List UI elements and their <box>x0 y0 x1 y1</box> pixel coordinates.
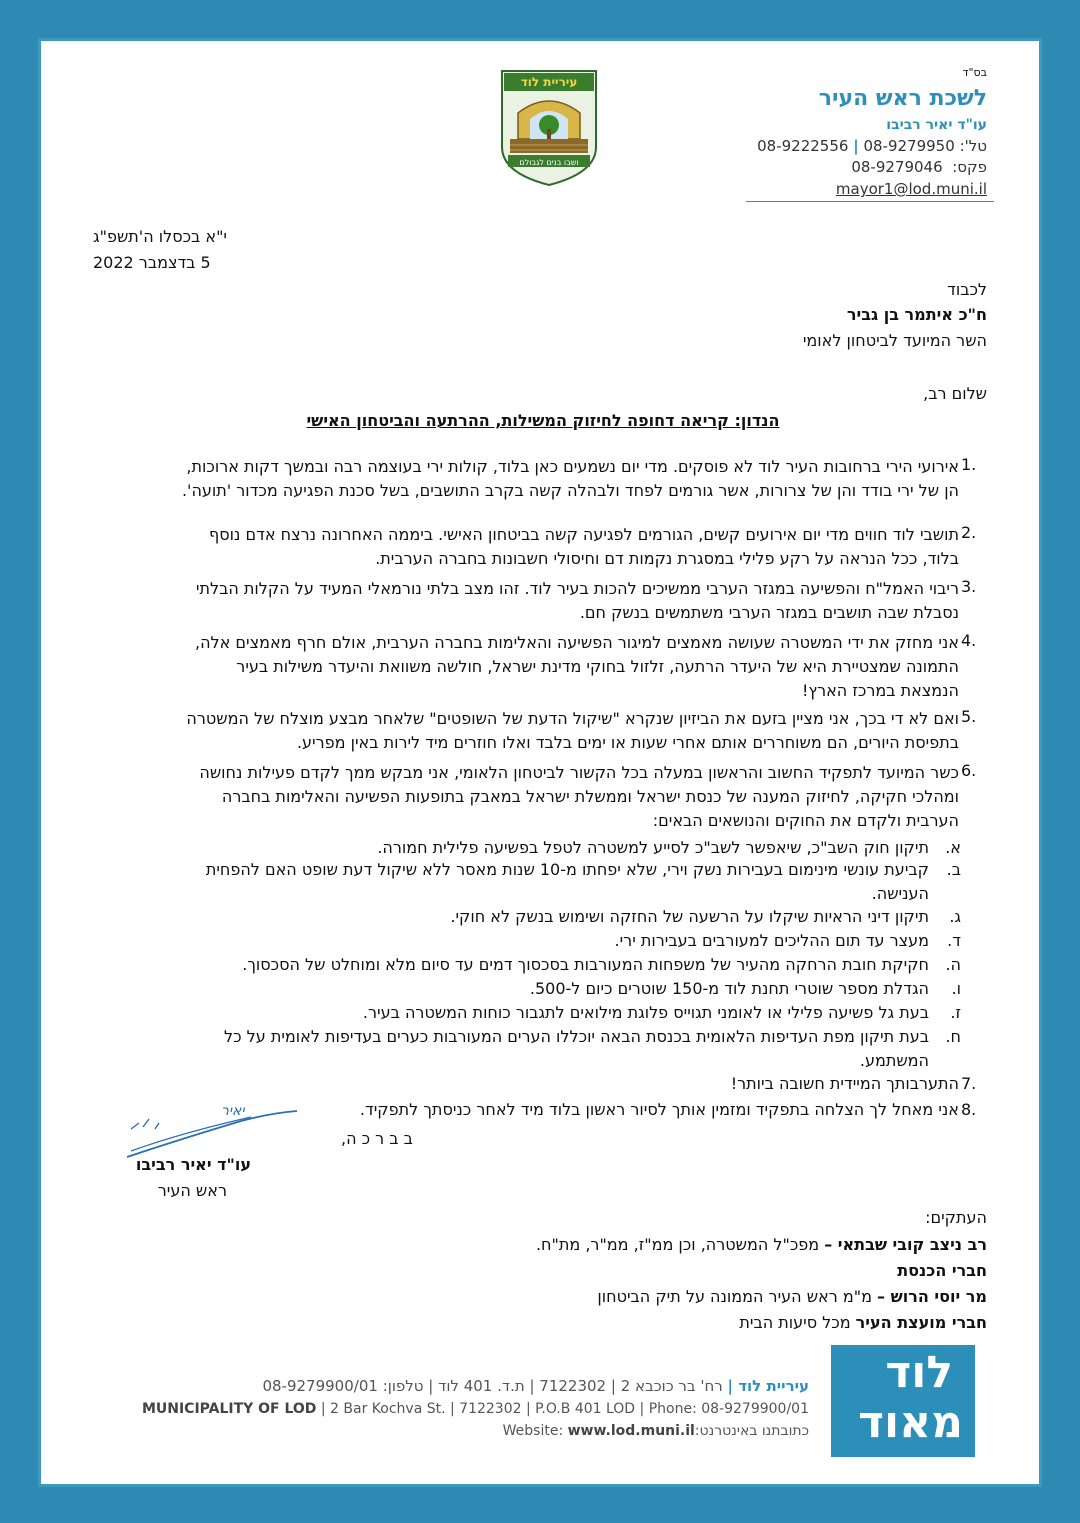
footer-address-text: רח' בר כוכבא 2 | 7122302 | ת.ד. 401 לוד | טלפון: 08-9279900/01 <box>262 1377 728 1395</box>
mayor-name-header: עו"ד יאיר רביבו <box>886 117 987 133</box>
signature-name: עו"ד יאיר רביבו <box>135 1155 251 1174</box>
subpoint-line: המשתמע. <box>859 1051 929 1070</box>
subpoint-letter: ז. <box>950 1003 961 1022</box>
subpoint-line: בעת תיקון מפת העדיפות הלאומית בכנסת הבאה יוכללו הערים המעורבות כערים בעדיפות לאומית על כל <box>223 1027 929 1046</box>
point-line: התמונה שמצטיירת היא של היעדר הרתעה, זלזול בחוקי מדינת ישראל, חולשה משוואת והיעדר משילות בעיר <box>236 657 959 676</box>
point-line: הן של ירי בודד והן של צרורות, אשר גורמים לפחד ולבהלה קשה בקרב התושבים, בשל סכנת הפגיעה מכדור 'תועה'. <box>181 481 959 500</box>
copy-recipient-name: חברי מועצת העיר <box>855 1313 987 1332</box>
bsd-mark: בס"ד <box>962 66 987 79</box>
copy-recipient-name: מר יוסי הרוש – <box>877 1287 987 1306</box>
footer-website-link[interactable]: www.lod.muni.il <box>567 1423 695 1439</box>
point-line: ומהלכי חקיקה, לחיזוק המענה של כנסת ישראל וממשלת ישראל במאבק בתופעות הפשיעה והאלימות בחברה <box>221 787 959 806</box>
fax-label: פקס: <box>952 158 987 176</box>
subpoint-line: הענישה. <box>871 884 929 903</box>
subpoint-line: בעת גל פשיעה פלילי או לאומני תגוייס פלוגת מילואים לתגבור כוחות המשטרה בעיר. <box>362 1003 929 1022</box>
recipient-to: לכבוד <box>947 280 987 299</box>
logo-bottom-text: מאוד <box>858 1397 963 1448</box>
point-number: 7. <box>961 1074 977 1093</box>
copy-recipient-detail: מפכ"ל המשטרה, וכן ממ"ז, ממ"ר, מת"ח. <box>535 1235 825 1254</box>
subpoint-line: מעצר עד תום ההליכים למעורבים בעבירות ירי. <box>614 931 929 950</box>
copy-recipient <box>739 1313 987 1332</box>
footer-website <box>503 1423 809 1439</box>
point-number: 5. <box>961 707 977 726</box>
point-line: אני מחזק את ידי המשטרה שעושה מאמצים למיגור הפשיעה והאלימות בחברה הערבית, אולם חרף מאמצים אלה, <box>195 633 959 652</box>
subpoint-letter: ג. <box>949 907 961 926</box>
point-line: התערבותך המיידית חשובה ביותר! <box>730 1074 959 1093</box>
date-gregorian: 5 בדצמבר 2022 <box>93 253 211 272</box>
phone-label: טל': <box>959 137 987 155</box>
blessing: ב ב ר כ ה, <box>341 1129 413 1148</box>
letter-page <box>38 38 1042 1487</box>
subpoint-line: חקיקת חובת הרחקה מהעיר של משפחות המעורבות בסכסוך דמים עד סיום מלא ומוחלט של הסכסוך. <box>242 955 929 974</box>
copy-recipient-name: רב ניצב קובי שבתאי – <box>824 1235 987 1254</box>
subpoint-letter: א. <box>945 838 961 857</box>
subpoint-line: הגדלת מספר שוטרי תחנת לוד מ-150 שוטרים כיום ל-500. <box>529 979 929 998</box>
footer-website-prefix: Website: <box>502 1423 564 1439</box>
copy-recipient <box>536 1235 987 1254</box>
phone-1: 08-9279950 <box>863 137 955 155</box>
footer-municipality-en: MUNICIPALITY OF LOD <box>141 1401 317 1417</box>
logo-top-text: לוד <box>885 1347 953 1398</box>
copy-recipient-detail: מ"מ ראש העיר הממונה על תיק הביטחון <box>597 1287 878 1306</box>
copy-recipient <box>897 1261 987 1280</box>
subpoint-letter: ו. <box>951 979 961 998</box>
point-number: 8. <box>961 1100 977 1119</box>
point-line: בתפיסת היורים, הם משוחררים אותם אחרי שעות או ימים בלבד ואלו חוזרים מיד לירות באין מפריע. <box>296 733 959 752</box>
header-divider <box>746 201 994 202</box>
signature-text: יאיר <box>221 1103 245 1119</box>
point-number: 4. <box>961 631 977 650</box>
point-line: הערבית ולקדם את החוקים והנושאים הבאים: <box>652 811 959 830</box>
subpoint-line: תיקון דיני הראיות שיקלו על הרשעה של החזקה ושימוש בנשק לא חוקי. <box>450 907 929 926</box>
crest-motto: ושבו בנים לגבולם <box>519 158 579 167</box>
phone-2: 08-9222556 <box>757 137 849 155</box>
fax-number: 08-9279046 <box>851 158 943 176</box>
phone-line: טל': 08-9279950 | 08-9222556 <box>757 137 987 155</box>
subject-line: הנדון: קריאה דחופה לחיזוק המשילות, ההרתעה והביטחון האישי <box>306 411 780 430</box>
point-line: אירועי הירי ברחובות העיר לוד לא פוסקים. מדי יום נשמעים כאן בלוד, קולות ירי בעוצמה רבה ובמשך דקות ארוכות, <box>186 457 959 476</box>
point-number: 2. <box>961 523 977 542</box>
copy-recipient-name: חברי הכנסת <box>897 1261 987 1280</box>
point-number: 1. <box>961 455 977 474</box>
signature-scribble-icon <box>121 1099 301 1161</box>
city-crest-icon <box>500 69 598 187</box>
point-line: בלוד, ככל הנראה על רקע פלילי במסגרת נקמות דם וחיסולי חשבונות בחברה הערבית. <box>375 549 959 568</box>
point-line: הנמצאת במרכז הארץ! <box>802 681 959 700</box>
point-line: אני מאחל לך הצלחה בתפקיד ומזמין אותך לסיור ראשון בלוד מיד לאחר כניסתך לתפקיד. <box>359 1100 959 1119</box>
point-number: 3. <box>961 577 977 596</box>
date-hebrew: י"א בכסלו ה'תשפ"ג <box>93 227 227 246</box>
recipient-role: השר המיועד לביטחון לאומי <box>802 331 987 350</box>
point-line: תושבי לוד חווים מדי יום אירועים קשים, הגורמים לפגיעה קשה בביטחון האישי. ביממה האחרונה נרצח אדם נוסף <box>209 525 959 544</box>
subpoint-letter: ה. <box>945 955 961 974</box>
copy-recipient <box>597 1287 987 1306</box>
greeting: שלום רב, <box>923 384 987 403</box>
footer-address-en-text: | 2 Bar Kochva St. | 7122302 | P.O.B 401 LOD | Phone: 08-9279900/01 <box>316 1401 809 1417</box>
point-line: ריבוי האמל"ח והפשיעה במגזר הערבי ממשיכים להכות בעיר לוד. זהו מצב בלתי נורמאלי המעיד על הקלות הבלתי <box>195 579 959 598</box>
point-number: 6. <box>961 761 977 780</box>
subpoint-letter: ח. <box>945 1027 961 1046</box>
signature-title: ראש העיר <box>157 1181 227 1200</box>
subpoint-letter: ד. <box>947 931 961 950</box>
crest-title: עיריית לוד <box>520 75 578 89</box>
footer-city-name: עיריית לוד <box>738 1377 809 1395</box>
fax-line <box>851 158 987 176</box>
email-link[interactable]: mayor1@lod.muni.il <box>835 180 987 198</box>
office-title: לשכת ראש העיר <box>818 86 987 111</box>
copy-recipient-detail: מכל סיעות הבית <box>739 1313 856 1332</box>
subpoint-letter: ב. <box>946 860 961 879</box>
subpoint-line: קביעת עונשי מינימום בעבירות נשק וירי, שלא יפחתו מ-10 שנות מאסר ללא שיקול דעת שופט האם להפחית <box>205 860 929 879</box>
footer-website-label: כתובתנו באינטרנט: <box>694 1423 809 1439</box>
footer-address-he: עיריית לוד | רח' בר כוכבא 2 | 7122302 | ת.ד. 401 לוד | טלפון: 08-9279900/01 <box>262 1377 809 1395</box>
footer-address-en <box>142 1401 809 1417</box>
subpoint-line: תיקון חוק השב"כ, שיאפשר לשב"כ לסייע למשטרה לטפל בפשיעה פלילית חמורה. <box>377 838 929 857</box>
point-line: כשר המיועד לתפקיד החשוב והראשון במעלה בכל הקשור לביטחון הלאומי, אני מבקש ממך לקדם פעילות נחושה <box>199 763 959 782</box>
point-line: ואם לא די בכך, אני מציין בזעם את הביזיון שנקרא "שיקול הדעת של השופטים" שלאחר מבצע מוצלח של המשטרה <box>186 709 959 728</box>
recipient-name: ח"כ איתמר בן גביר <box>846 305 987 324</box>
crest-field <box>510 139 588 153</box>
lod-logo <box>831 1345 975 1457</box>
copies-label: העתקים: <box>925 1208 987 1227</box>
point-line: נסבלת שבה תושבים במגזר הערבי משתמשים בנשק חם. <box>579 603 959 622</box>
